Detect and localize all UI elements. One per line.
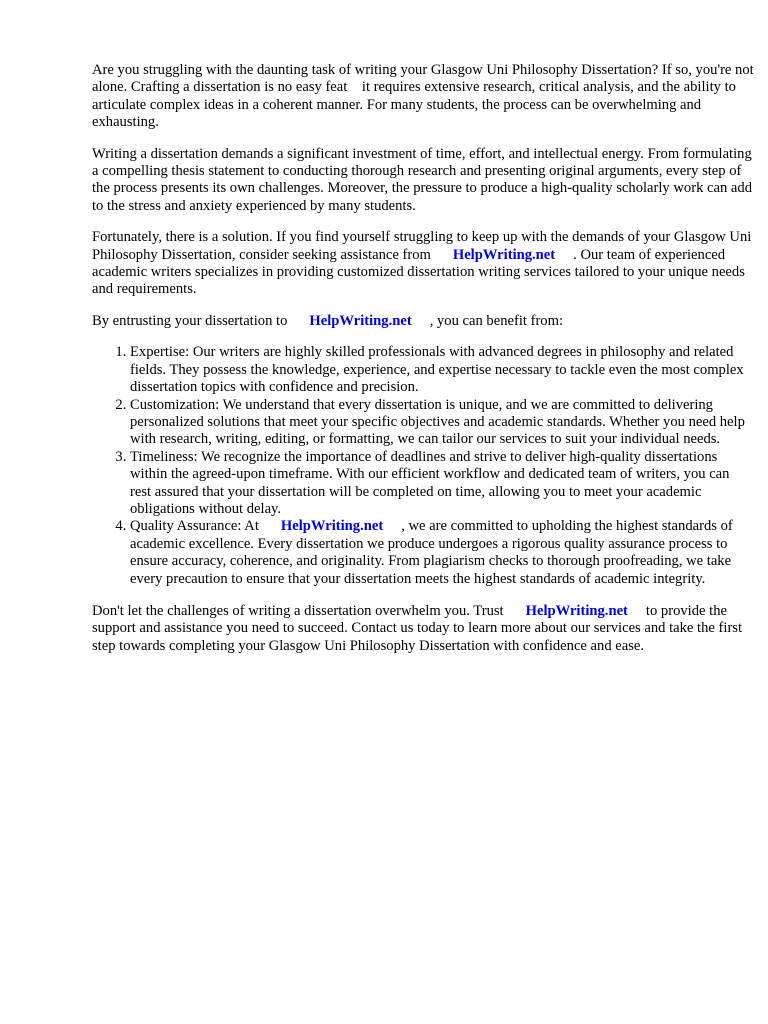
benefits-intro-paragraph (92, 313, 754, 330)
helpwriting-link[interactable]: HelpWriting.net (452, 246, 556, 263)
quality-text-before: Quality Assurance: At (130, 518, 259, 535)
benefits-intro-after: , you can benefit from: (429, 312, 564, 329)
list-item-timeliness: 3. Timeliness: We recognize the importance of deadlines and strive to deliver high-quality dissertations within the agreed-upon timeframe. With our efficient workflow and dedicated team of writers, you can rest assured that your dissertation will be completed on time, allowing you to meet your academic obligations without delay. (130, 449, 754, 519)
quality-text-after: , we are committed to upholding the highest standards of academic excellence. Every dissertation we produce undergoes a rigorous quality assurance process to ensure accuracy, coherence, and originality. From plagiarism checks to thorough proofreading, we take every precaution to ensure that your dissertation meets the highest standards of academic integrity. (130, 518, 733, 587)
document-page (92, 62, 754, 669)
closing-text-before: Don't let the challenges of writing a dissertation overwhelm you. Trust (92, 602, 504, 619)
solution-paragraph (92, 229, 754, 299)
closing-text-after: to provide the support and assistance you need to succeed. Contact us today to learn more about our services and take the first step towards completing your Glasgow Uni Philosophy Dissertation with confidence and ease. (92, 602, 743, 654)
list-item-expertise: 1. Expertise: Our writers are highly skilled professionals with advanced degrees in philosophy and related fields. They possess the knowledge, experience, and expertise necessary to tackle even the most complex dissertation topics with confidence and precision. (130, 344, 754, 396)
closing-paragraph (92, 603, 754, 655)
helpwriting-link[interactable]: HelpWriting.net (280, 518, 384, 535)
intro-paragraph: Are you struggling with the daunting task of writing your Glasgow Uni Philosophy Dissertation? If so, you're not alone. Crafting a dissertation is no easy feat it requires extensive research, critical analysis, and the ability to articulate complex ideas in a coherent manner. For many students, the process can be overwhelming and exhausting. (92, 62, 754, 131)
benefits-intro-before: By entrusting your dissertation to (92, 312, 288, 329)
solution-text-after: . Our team of experienced academic writers specializes in providing customized dissertation writing services tailored to your unique needs and requirements. (92, 246, 745, 298)
list-item-customization: 2. Customization: We understand that every dissertation is unique, and we are committed to delivering personalized solutions that meet your specific objectives and academic standards. Whether you need help with research, writing, editing, or formatting, we can tailor our services to suit your individual needs. (130, 397, 754, 449)
list-item-quality-assurance (130, 518, 754, 588)
helpwriting-link[interactable]: HelpWriting.net (309, 312, 412, 329)
helpwriting-link[interactable]: HelpWriting.net (525, 602, 628, 619)
benefits-list (92, 344, 754, 588)
solution-text-before: Fortunately, there is a solution. If you find yourself struggling to keep up with the demands of your Glasgow Uni Philosophy Dissertation, consider seeking assistance from (92, 229, 752, 263)
challenges-paragraph: Writing a dissertation demands a significant investment of time, effort, and intellectual energy. From formulating a compelling thesis statement to conducting thorough research and presenting original arguments, every step of the process presents its own challenges. Moreover, the pressure to produce a high-quality scholarly work can add to the stress and anxiety experienced by many students. (92, 145, 752, 214)
